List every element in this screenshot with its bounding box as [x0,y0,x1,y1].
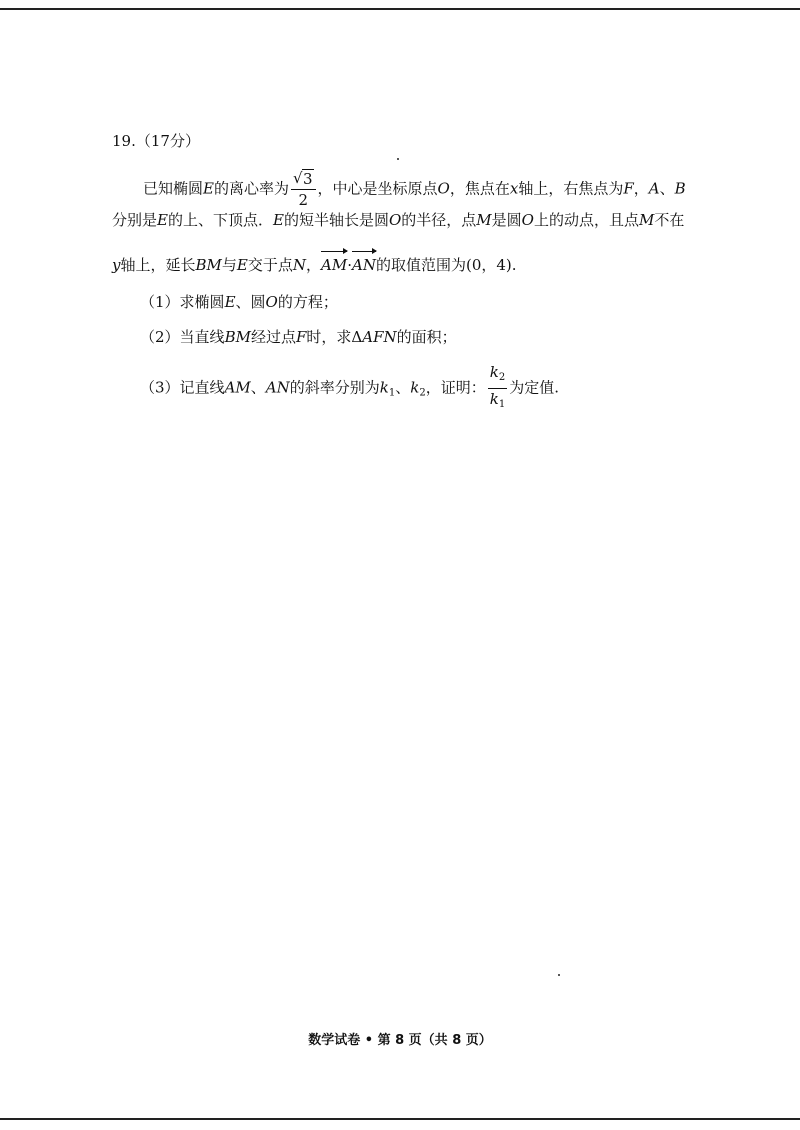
problem-header [112,131,200,151]
stem-line-3: y轴上，延长BM与E交于点N， AM· AN的取值范围为(0，4). [112,250,517,275]
vector-AN: AN [352,250,376,275]
scan-speck [558,974,560,976]
part-3: （3）记直线AM、AN的斜率分别为$k_1$、$k_2$，证明： $\frac{k_2}{k_1}$ 为定值. [140,363,559,414]
bottom-border-line [0,1118,800,1120]
part-2: （2）当直线BM经过点F时，求ΔAFN的面积； [140,328,457,346]
problem-number: 19. [112,132,136,150]
eccentricity-fraction: √ 3 2 [291,170,316,209]
vector-AM: AM [321,250,347,275]
page-footer: 数学试卷 • 第 8 页（共 8 页） [308,1033,492,1048]
stem-line-2: 分别是E的上、下顶点．E的短半轴长是圆O的半径，点M是圆O上的动点，且点M不在 [112,211,685,229]
scan-speck [397,158,399,160]
stem-line-1: 已知椭圆E的离心率为 √ 3 2 ，中心是坐标原点O，焦点在x轴上，右焦点为F，A、B [143,169,686,209]
part-1: （1）求椭圆E、圆O的方程； [140,293,338,311]
k-ratio-fraction: $\frac{k_2}{k_1}$ [489,363,506,410]
problem-points: （17分） [135,132,200,150]
